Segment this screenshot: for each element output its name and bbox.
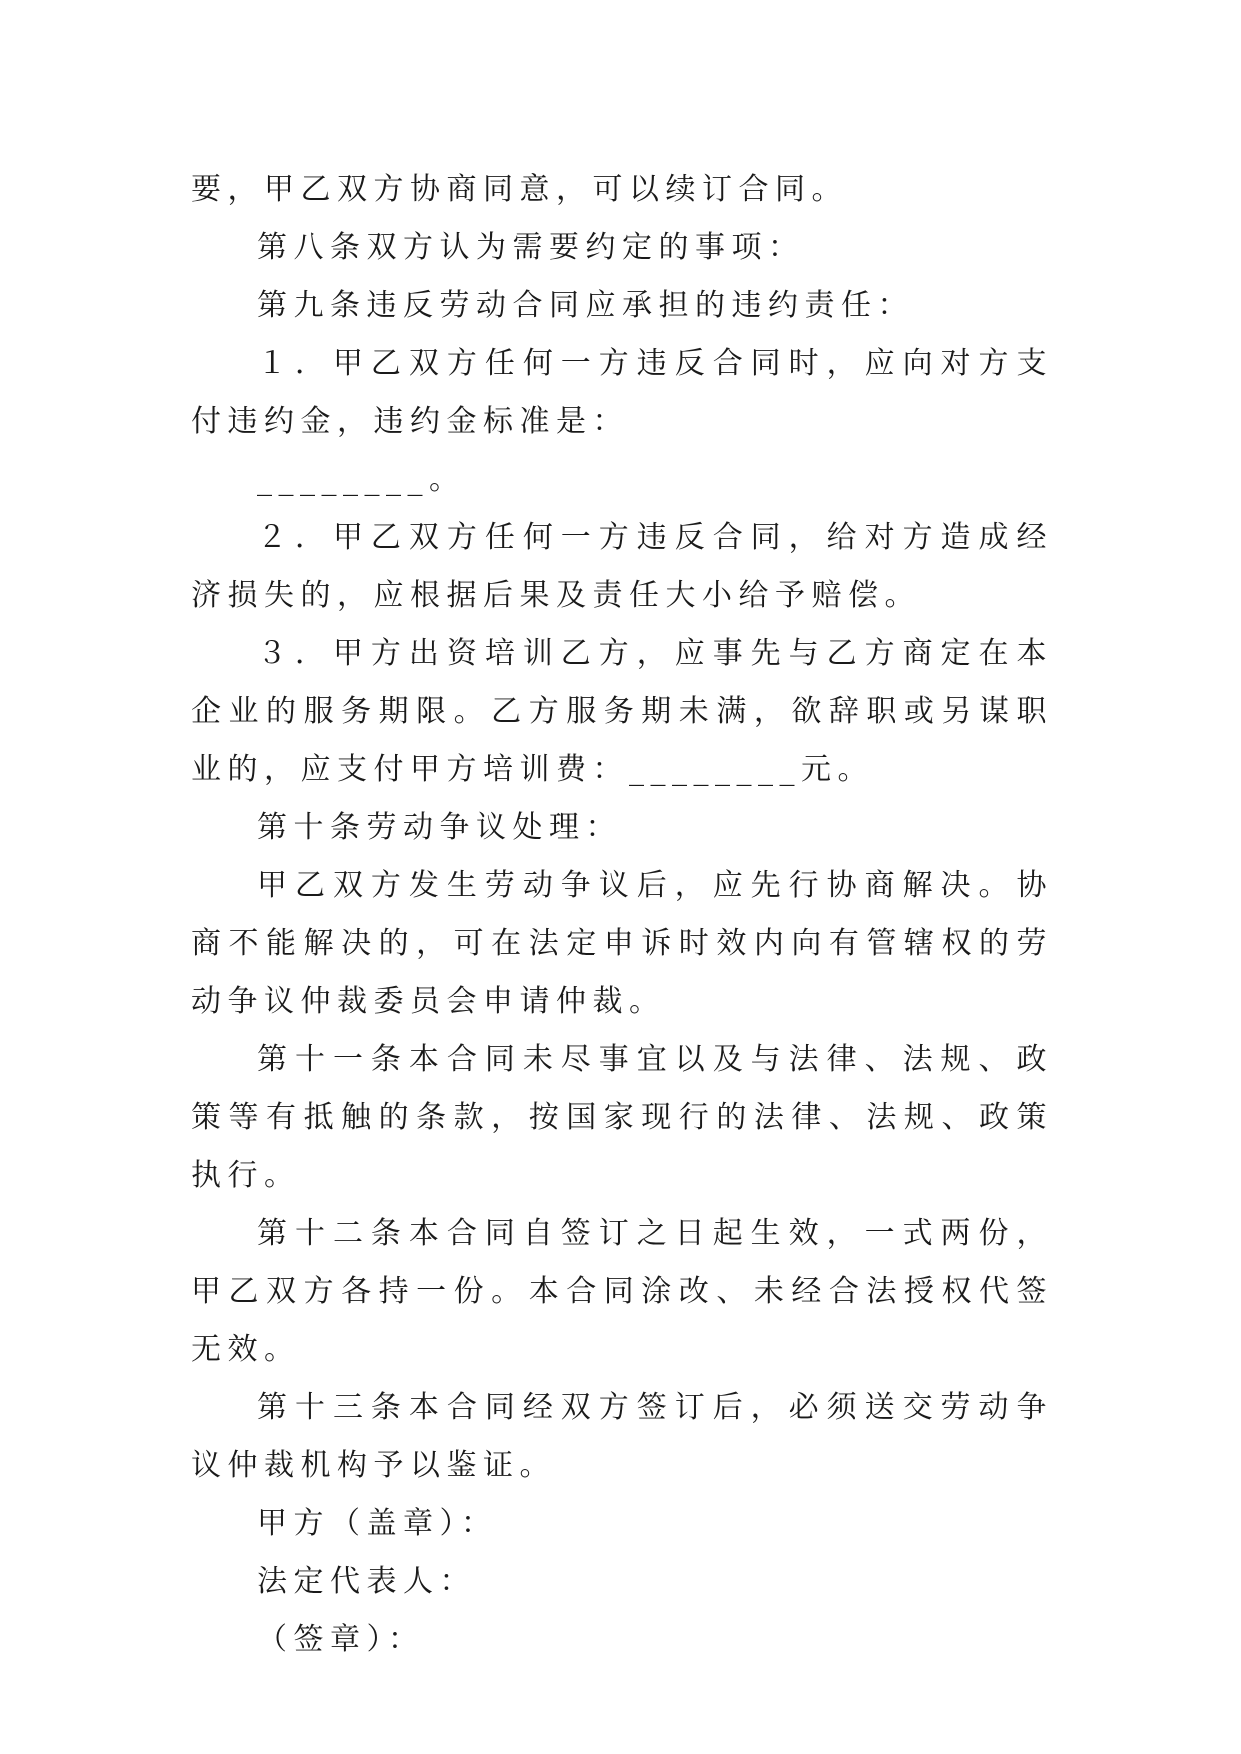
party-a-seal-line: 甲方（盖章）：	[257, 1506, 498, 1541]
clause-13: 第十三条本合同经双方签订后，必须送交劳动争议仲裁机构予以鉴证。	[191, 1390, 1053, 1483]
clause-9-item-3: ３．甲方出资培训乙方，应事先与乙方商定在本企业的服务期限。乙方服务期未满，欲辞职或另谋职业的，应支付甲方培训费：________元。	[191, 636, 1053, 787]
signature-line: （签章）：	[257, 1622, 425, 1657]
legal-representative-line: 法定代表人：	[257, 1564, 476, 1599]
clause-9-heading: 第九条违反劳动合同应承担的违约责任：	[257, 288, 914, 323]
clause-9-item-2: ２．甲乙双方任何一方违反合同，给对方造成经济损失的，应根据后果及责任大小给予赔偿。	[191, 520, 1053, 613]
clause-11: 第十一条本合同未尽事宜以及与法律、法规、政策等有抵触的条款，按国家现行的法律、法规、政策执行。	[191, 1042, 1053, 1193]
clause-8-heading: 第八条双方认为需要约定的事项：	[257, 230, 805, 265]
clause-9-item-1-blank: ________。	[257, 462, 466, 497]
document-body	[191, 161, 1053, 1669]
paragraph-continuation: 要，甲乙双方协商同意，可以续订合同。	[191, 172, 848, 207]
clause-10-body: 甲乙双方发生劳动争议后，应先行协商解决。协商不能解决的，可在法定申诉时效内向有管辖权的劳动争议仲裁委员会申请仲裁。	[191, 868, 1053, 1019]
clause-9-item-1: １．甲乙双方任何一方违反合同时，应向对方支付违约金，违约金标准是：	[191, 346, 1053, 439]
clause-12: 第十二条本合同自签订之日起生效，一式两份，甲乙双方各持一份。本合同涂改、未经合法授权代签无效。	[191, 1216, 1053, 1367]
clause-10-heading: 第十条劳动争议处理：	[257, 810, 622, 845]
